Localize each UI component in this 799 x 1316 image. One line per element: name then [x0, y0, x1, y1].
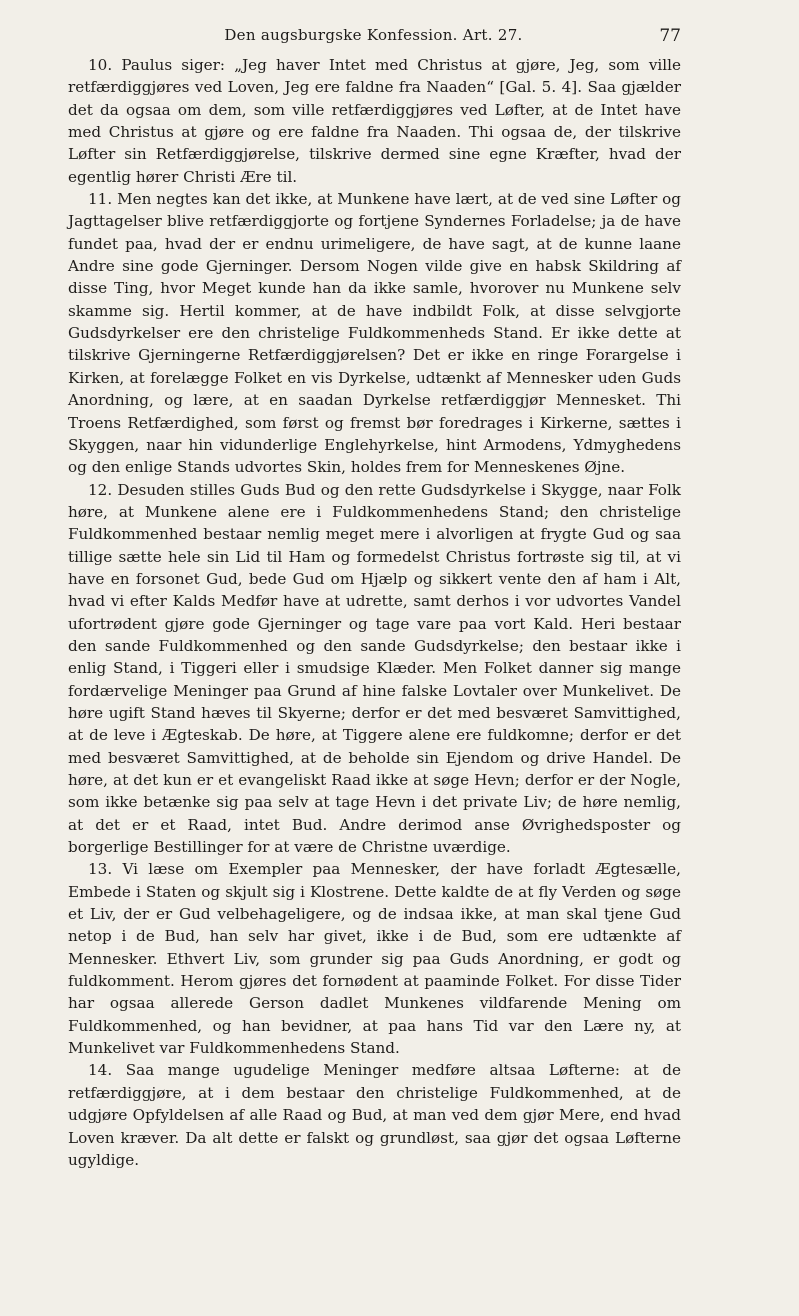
- paragraph-number: 11.: [88, 190, 113, 209]
- paragraph-number: 10.: [88, 56, 113, 74]
- paragraph-12: [68, 479, 681, 859]
- paragraph-text: Men negtes kan det ikke, at Munkene have lært, at de ved sine Løfter og Jagttagelser blive retfærdiggjorte og fortjene Syndernes Forladelse; ja de have fundet paa, hvad der er endnu urimeligere, de have sagt, at de kunne laane Andre sine gode Gjerninger. Dersom Nogen vilde give en habsk Skildring af disse Ting, hvor Meget kunde han da ikke samle, hvorover nu Munkene selv skamme sig. Hertil kommer, at de have indbildt Folk, at disse selvgjorte Gudsdyrkelser ere den christelige Fuldkommenheds Stand. Er ikke dette at tilskrive Gjerningerne Retfærdiggjørelsen? Det er ikke en ringe Forargelse i Kirken, at forelægge Folket en vis Dyrkelse, udtænkt af Mennesker uden Guds Anordning, og lære, at en saadan Dyrkelse retfærdiggjør Mennesket. Thi Troens Retfærdighed, som først og fremst bør foredrages i Kirkerne, sættes i Skyggen, naar hin vidunderlige Englehyrkelse, hint Armodens, Ydmyghedens og den enlige Stands udvortes Skin, holdes frem for Menneskenes Øjne.: [68, 190, 682, 477]
- running-header: Den augsburgske Konfession. Art. 27.: [224, 26, 523, 44]
- paragraph-text: Vi læse om Exempler paa Mennesker, der have forladt Ægtesælle, Embede i Staten og skjult sig i Klostrene. Dette kaldte de at fly Verden og søge et Liv, der er Gud velbehageligere, og de indsaa ikke, at man skal tjene Gud netop i de Bud, han selv har givet, ikke i de Bud, som ere udtænkte af Mennesker. Ethvert Liv, som grunder sig paa Guds Anordning, er godt og fuldkomment. Herom gjøres det fornødent at paaminde Folket. For disse Tider har ogsaa allerede Gerson dadlet Munkenes vildfarende Mening om Fuldkommenhed, og han bevidner, at paa hans Tid var den Lære ny, at Munkelivet var Fuldkommenhedens Stand.: [68, 860, 681, 1058]
- paragraph-number: 13.: [88, 860, 113, 879]
- paragraph-10: [68, 54, 681, 188]
- paragraph-text: Saa mange ugudelige Meninger medføre altsaa Løfterne: at de retfærdiggjøre, at i dem bestaar den christelige Fuldkommenhed, at de udgjøre Opfyldelsen af alle Raad og Bud, at man ved dem gjør Mere, end hvad Loven kræver. Da alt dette er falskt og grundløst, saa gjør det ogsaa Løfterne ugyldige.: [68, 1061, 681, 1169]
- paragraph-number: 12.: [88, 480, 113, 499]
- page-number: 77: [659, 26, 681, 46]
- paragraph-11: [68, 188, 681, 478]
- paragraph-14: [68, 1059, 681, 1171]
- paragraph-13: [68, 858, 681, 1059]
- paragraph-text: Desuden stilles Guds Bud og den rette Gudsdyrkelse i Skygge, naar Folk høre, at Munkene alene ere i Fuldkommenhedens Stand; den christelige Fuldkommenhed bestaar nemlig meget mere i alvorligen at frygte Gud og saa tillige sætte hele sin Lid til Ham og formedelst Christus fortrøste sig til, at vi have en forsonet Gud, bede Gud om Hjælp og sikkert vente den af ham i Alt, hvad vi efter Kalds Medfør have at udrette, samt derhos i vor udvortes Vandel ufortrødent gjøre gode Gjerninger og tage vare paa vort Kald. Heri bestaar den sande Fuldkommenhed og den sande Gudsdyrkelse; den bestaar ikke i enlig Stand, i Tiggeri eller i smudsige Klæder. Men Folket danner sig mange fordærvelige Meninger paa Grund af hine falske Lovtaler over Munkelivet. De høre ugift Stand hæves til Skyerne; derfor er det med besværet Samvittighed, at de leve i Ægteskab. De høre, at Tiggere alene ere fuldkomne; derfor er det med besværet Samvittighed, at de beholde sin Ejendom og drive Handel. De høre, at det kun er et evangeliskt Raad ikke at søge Hevn; derfor er der Nogle, som ikke betænke sig paa selv at tage Hevn i det private Liv; de høre nemlig, at det er et Raad, intet Bud. Andre derimod anse Øvrighedsposter og borgerlige Bestillinger for at være de Christne uværdige.: [68, 480, 682, 857]
- body-text: [68, 54, 681, 1171]
- paragraph-text: Paulus siger: „Jeg haver Intet med Christus at gjøre, Jeg, som ville retfærdiggjøres ved Loven, Jeg ere faldne fra Naaden“ [Gal. 5. 4]. Saa gjælder det da ogsaa om dem, som ville retfærdiggjøres ved Løfter, at de Intet have med Christus at gjøre og ere faldne fra Naaden. Thi ogsaa de, der tilskrive Løfter sin Retfærdiggjørelse, tilskrive dermed sine egne Kræfter, hvad der egentlig hører Christi Ære til.: [68, 56, 681, 186]
- paragraph-number: 14.: [88, 1061, 113, 1080]
